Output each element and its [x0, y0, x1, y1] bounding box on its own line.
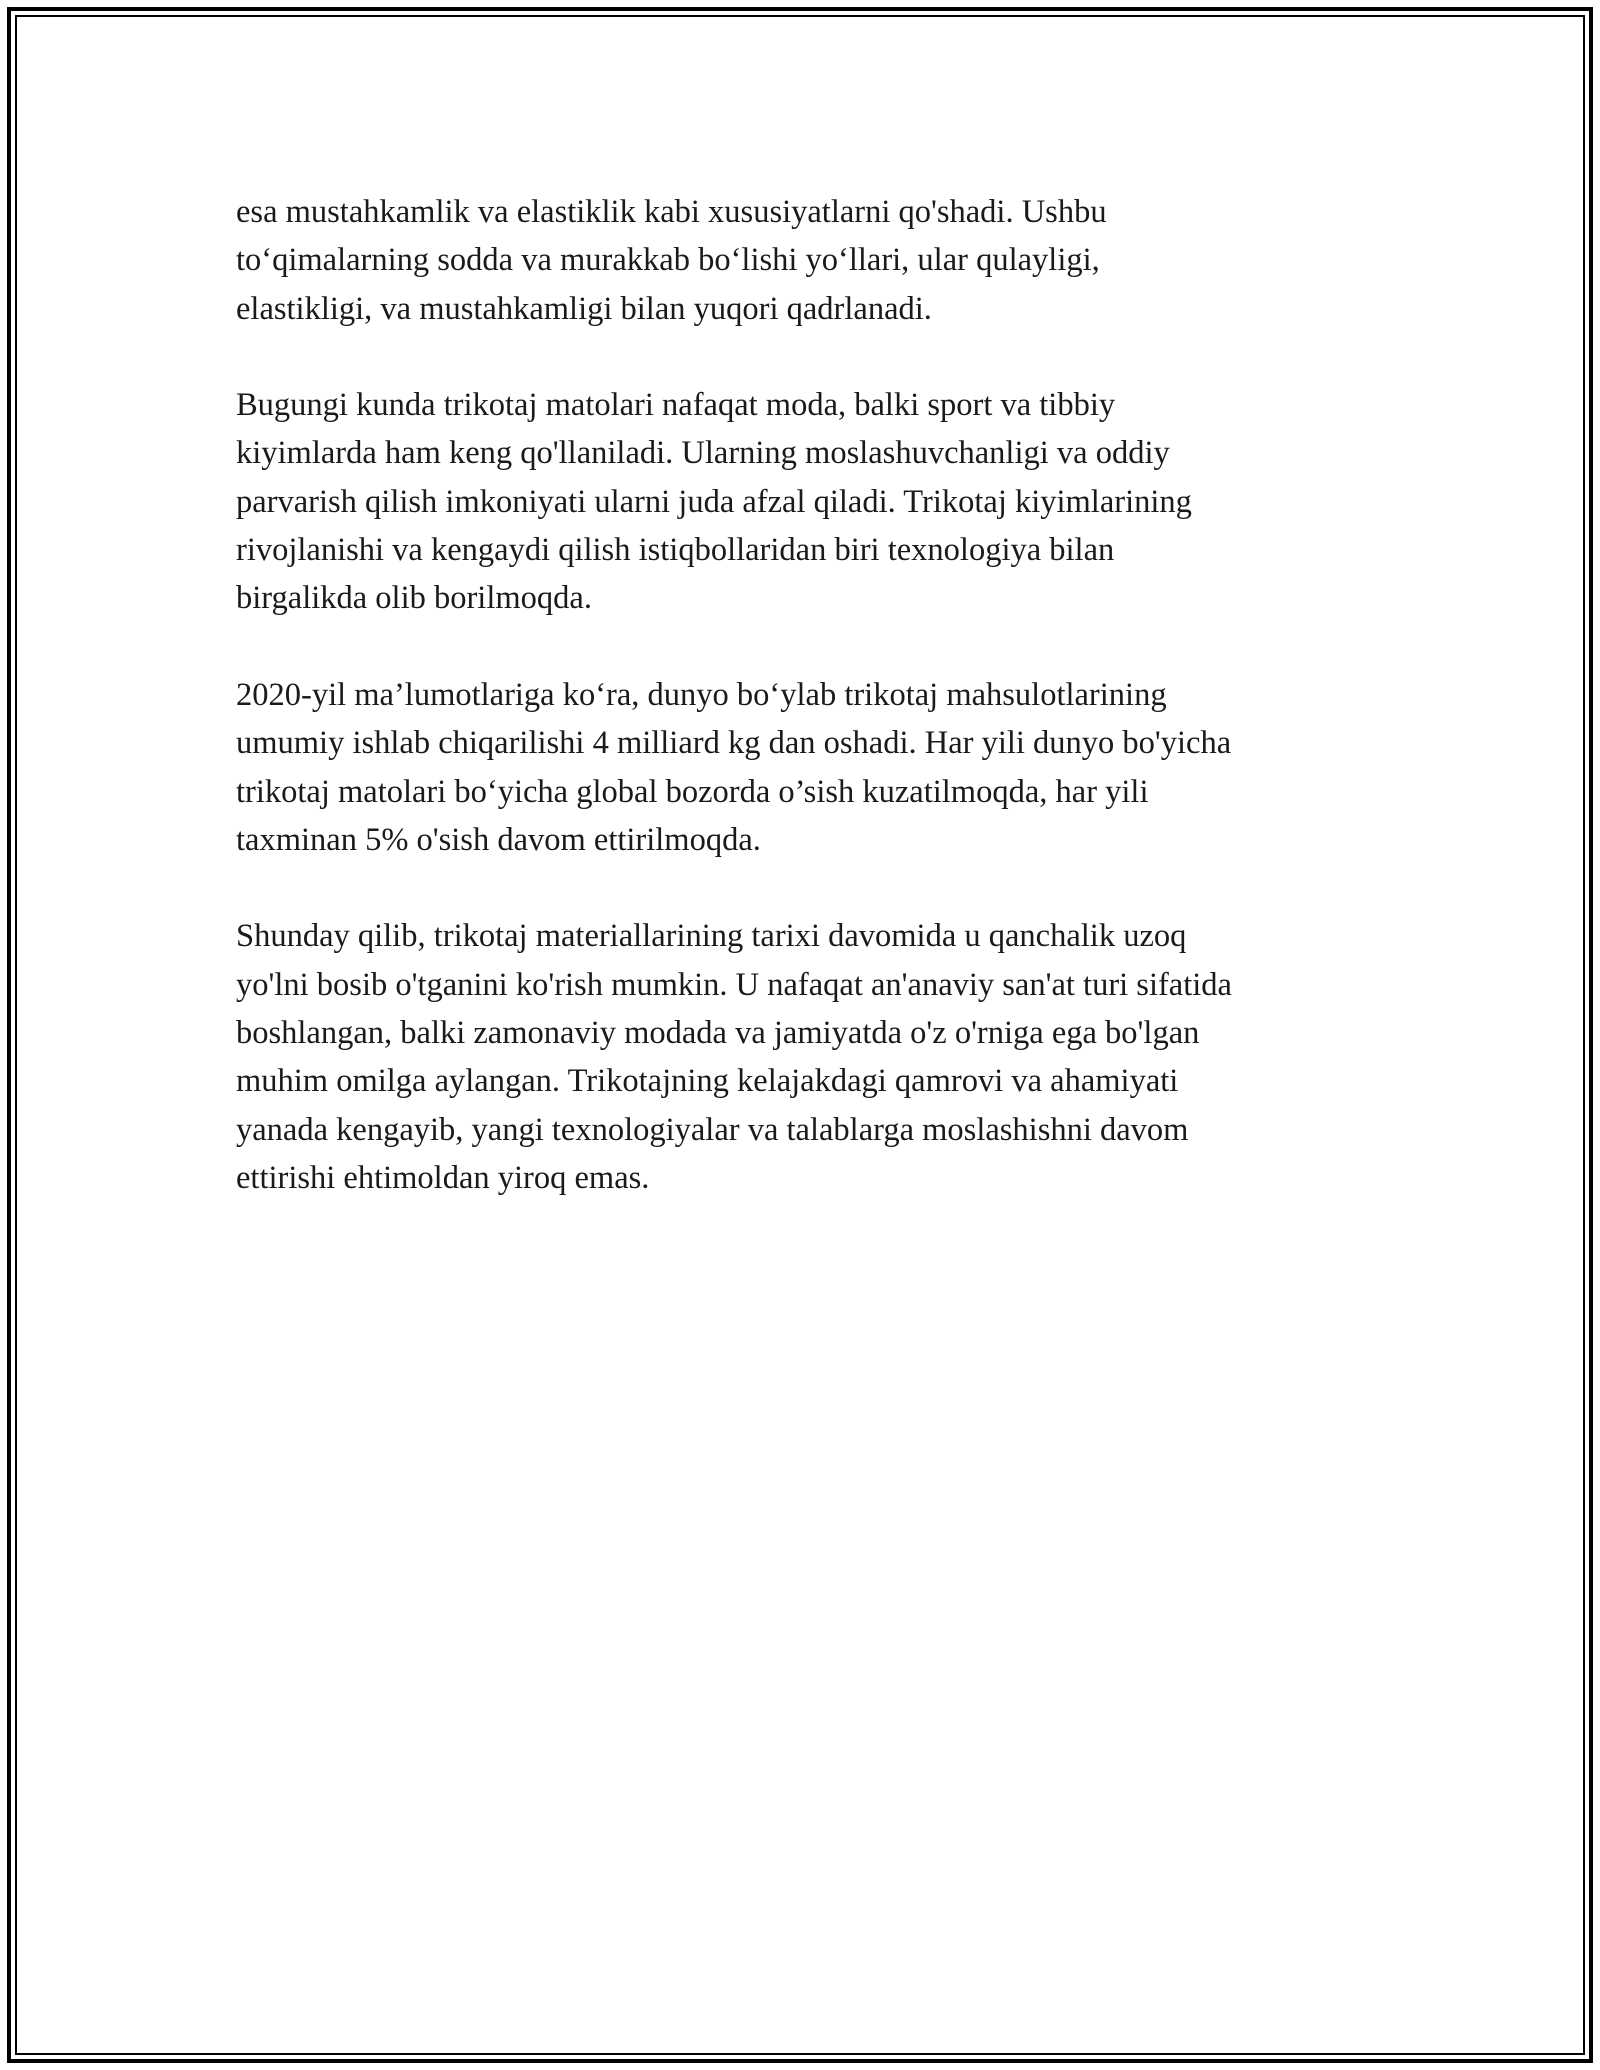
paragraph-2: Bugungi kunda trikotaj matolari nafaqat moda, balki sport va tibbiy kiyimlarda ham keng qo'llaniladi. Ularning moslashuvchanligi va oddiy parvarish qilish imkoniyati ularni juda afzal qiladi. Trikotaj kiyimlarining rivojlanishi va kengaydi qilish istiqbollaridan biri texnologiya bilan birgalikda olib borilmoqda. — [236, 387, 1192, 617]
paragraph-1: esa mustahkamlik va elastiklik kabi xususiyatlarni qo'shadi. Ushbu to‘qimalarning sodda va murakkab bo‘lishi yo‘llari, ular qulayligi, elastikligi, va mustahkamligi bilan yuqori qadrlanadi. — [236, 194, 1107, 327]
paragraph-4: Shunday qilib, trikotaj materiallarining tarixi davomida u qanchalik uzoq yo'lni bosib o'tganini ko'rish mumkin. U nafaqat an'anaviy san'at turi sifatida boshlangan, balki zamonaviy modada va jamiyatda o'z o'rniga ega bo'lgan muhim omilga aylangan. Trikotajning kelajakdagi qamrovi va ahamiyati yanada kengayib, yangi texnologiyalar va talablarga moslashishni davom ettirishi ehtimoldan yiroq emas. — [236, 918, 1232, 1196]
paragraph-3: 2020-yil ma’lumotlariga ko‘ra, dunyo bo‘ylab trikotaj mahsulotlarining umumiy ishlab chiqarilishi 4 milliard kg dan oshadi. Har yili dunyo bo'yicha trikotaj matolari bo‘yicha global bozorda o’sish kuzatilmoqda, har yili taxminan 5% o'sish davom ettirilmoqda. — [236, 676, 1232, 858]
document-body — [236, 188, 1376, 1202]
